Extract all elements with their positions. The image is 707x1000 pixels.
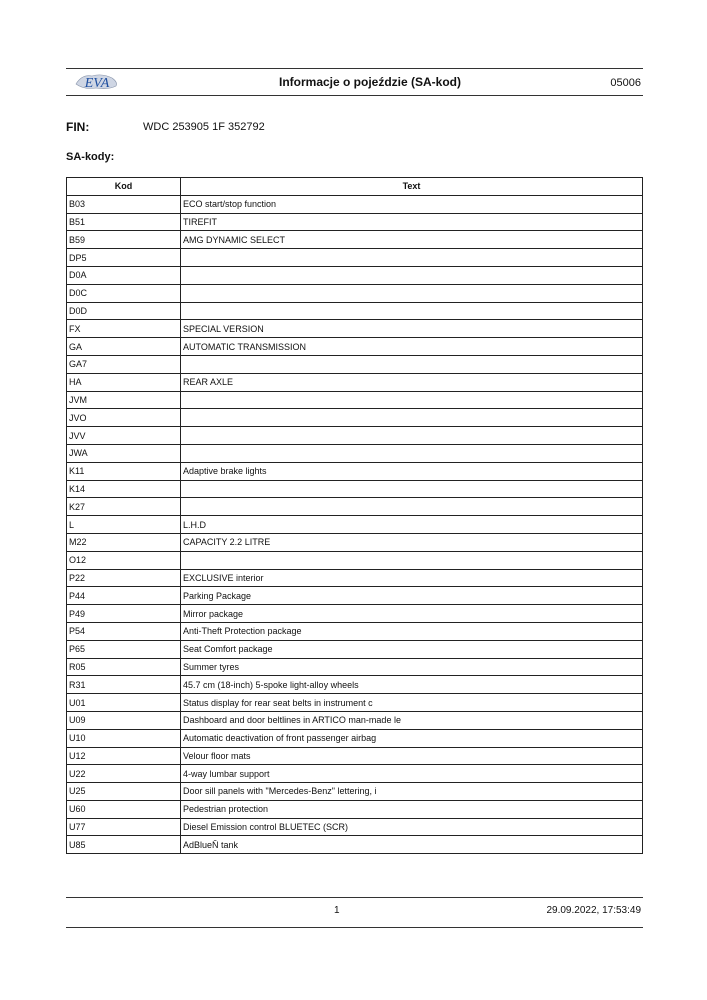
sa-code-cell: P22 [67,569,181,587]
sa-code-cell: K14 [67,480,181,498]
sa-description-cell: AMG DYNAMIC SELECT [181,231,643,249]
sa-description-cell: 4-way lumbar support [181,765,643,783]
table-row [67,462,643,480]
table-row [67,231,643,249]
sa-code-cell: P65 [67,640,181,658]
sa-description-cell [181,498,643,516]
table-header-row [67,178,643,196]
table-row [67,338,643,356]
sa-description-cell: TIREFIT [181,213,643,231]
sa-code-cell: JVV [67,427,181,445]
table-row [67,320,643,338]
sa-description-cell: Parking Package [181,587,643,605]
sa-code-cell: U09 [67,711,181,729]
document-number: 05006 [610,77,641,89]
table-row [67,640,643,658]
sa-description-cell: Mirror package [181,605,643,623]
table-row [67,266,643,284]
sa-description-cell: Anti-Theft Protection package [181,622,643,640]
sa-code-cell: O12 [67,551,181,569]
document-title: Informacje o pojeździe (SA-kod) [278,75,461,89]
sa-description-cell [181,409,643,427]
sa-description-cell: Summer tyres [181,658,643,676]
sa-code-cell: K11 [67,462,181,480]
sa-description-cell [181,551,643,569]
sa-code-cell: U10 [67,729,181,747]
sa-code-cell: P54 [67,622,181,640]
column-header-text: Text [181,178,643,196]
sa-code-cell: D0A [67,266,181,284]
sa-code-cell: U85 [67,836,181,854]
sa-description-cell: Automatic deactivation of front passenger airbag [181,729,643,747]
table-row [67,658,643,676]
table-row [67,569,643,587]
sa-description-cell: AUTOMATIC TRANSMISSION [181,338,643,356]
table-row [67,747,643,765]
sa-description-cell: Adaptive brake lights [181,462,643,480]
sa-description-cell: Seat Comfort package [181,640,643,658]
sa-code-cell: HA [67,373,181,391]
sa-code-cell: B51 [67,213,181,231]
table-row [67,694,643,712]
sa-description-cell: Velour floor mats [181,747,643,765]
sa-code-cell: GA7 [67,355,181,373]
table-row [67,355,643,373]
table-row [67,480,643,498]
sa-codes-label: SA-kody: [66,151,115,163]
sa-description-cell [181,355,643,373]
sa-code-cell: JWA [67,444,181,462]
table-row [67,533,643,551]
sa-description-cell: SPECIAL VERSION [181,320,643,338]
sa-code-cell: R31 [67,676,181,694]
table-row [67,587,643,605]
sa-description-cell: CAPACITY 2.2 LITRE [181,533,643,551]
eva-logo [72,70,122,92]
table-row [67,605,643,623]
sa-code-cell: L [67,516,181,534]
sa-code-cell: U12 [67,747,181,765]
column-header-code: Kod [67,178,181,196]
sa-code-cell: P49 [67,605,181,623]
sa-codes-table [66,177,643,854]
sa-code-cell: GA [67,338,181,356]
sa-description-cell [181,427,643,445]
sa-code-cell: M22 [67,533,181,551]
page-number: 1 [334,905,340,916]
sa-code-cell: DP5 [67,249,181,267]
table-row [67,818,643,836]
sa-description-cell: Diesel Emission control BLUETEC (SCR) [181,818,643,836]
table-row [67,391,643,409]
sa-code-cell: FX [67,320,181,338]
table-row [67,498,643,516]
table-row [67,249,643,267]
sa-description-cell: 45.7 cm (18-inch) 5-spoke light-alloy wheels [181,676,643,694]
table-row [67,783,643,801]
sa-description-cell [181,284,643,302]
sa-code-cell: JVM [67,391,181,409]
table-row [67,836,643,854]
table-row [67,284,643,302]
sa-code-cell: U01 [67,694,181,712]
sa-code-cell: K27 [67,498,181,516]
sa-description-cell: EXCLUSIVE interior [181,569,643,587]
sa-description-cell: Dashboard and door beltlines in ARTICO man-made le [181,711,643,729]
sa-description-cell: AdBlueŇ tank [181,836,643,854]
sa-code-cell: P44 [67,587,181,605]
sa-code-cell: JVO [67,409,181,427]
sa-code-cell: U77 [67,818,181,836]
table-row [67,676,643,694]
table-row [67,711,643,729]
sa-code-cell: B59 [67,231,181,249]
sa-code-cell: D0C [67,284,181,302]
sa-code-cell: B03 [67,195,181,213]
sa-description-cell [181,249,643,267]
sa-description-cell: L.H.D [181,516,643,534]
sa-description-cell [181,444,643,462]
sa-description-cell [181,302,643,320]
table-row [67,551,643,569]
table-row [67,195,643,213]
sa-code-cell: D0D [67,302,181,320]
table-row [67,729,643,747]
table-row [67,213,643,231]
header-top-rule [66,68,643,69]
sa-description-cell: Pedestrian protection [181,800,643,818]
sa-code-cell: U25 [67,783,181,801]
table-row [67,765,643,783]
sa-description-cell [181,391,643,409]
sa-description-cell: Door sill panels with "Mercedes-Benz" lettering, i [181,783,643,801]
header-bottom-rule [66,95,643,96]
sa-description-cell: ECO start/stop function [181,195,643,213]
sa-description-cell: REAR AXLE [181,373,643,391]
footer-bottom-rule [66,927,643,928]
logo-text: EVA [84,76,110,91]
fin-label: FIN: [66,120,90,134]
table-row [67,516,643,534]
table-row [67,302,643,320]
table-row [67,800,643,818]
sa-description-cell [181,266,643,284]
table-row [67,409,643,427]
footer-top-rule [66,897,643,898]
fin-value: WDC 253905 1F 352792 [143,121,265,133]
table-row [67,373,643,391]
table-row [67,622,643,640]
watermark: otomoto.pl [4,975,56,987]
sa-description-cell: Status display for rear seat belts in instrument c [181,694,643,712]
print-datetime: 29.09.2022, 17:53:49 [546,905,641,916]
sa-code-cell: U22 [67,765,181,783]
sa-code-cell: R05 [67,658,181,676]
table-row [67,444,643,462]
table-body [67,195,643,853]
sa-code-cell: U60 [67,800,181,818]
sa-description-cell [181,480,643,498]
table-row [67,427,643,445]
